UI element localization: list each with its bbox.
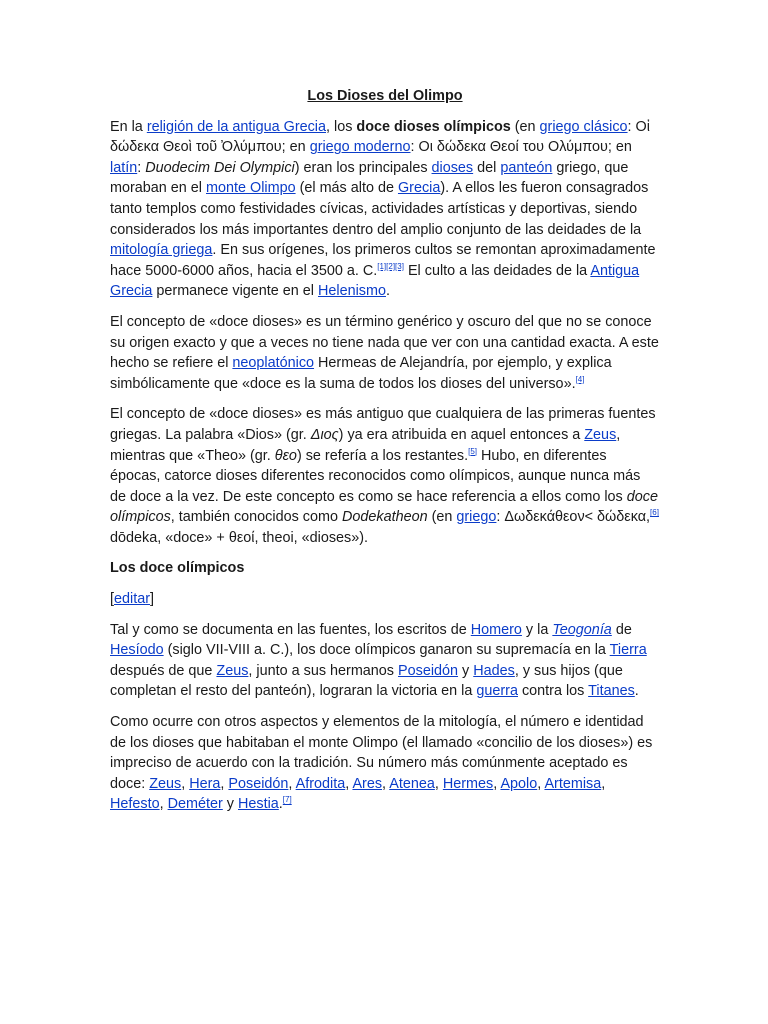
text: y: [458, 662, 474, 679]
text: ) ya era atribuida en aquel entonces a: [338, 426, 585, 443]
link-hades[interactable]: Hades: [473, 662, 515, 679]
link-god[interactable]: Hermes: [442, 775, 494, 792]
link-mitologia-griega[interactable]: mitología griega: [110, 242, 213, 259]
link-griego-clasico[interactable]: griego clásico: [539, 118, 628, 135]
separator: ,: [345, 775, 353, 792]
link-teogonia[interactable]: [552, 622, 612, 638]
text: . En sus orígenes, los primeros cultos se remontan aproximadamente hace 5000-6000 años, hacia el 3500 a. C.: [110, 242, 656, 279]
link-god[interactable]: Atenea: [389, 775, 435, 792]
link-god[interactable]: Afrodita: [295, 775, 346, 792]
text: , junto a sus hermanos: [248, 662, 399, 679]
separator: ,: [382, 775, 390, 792]
link-god[interactable]: Hefesto: [110, 796, 160, 813]
link-panteon[interactable]: panteón: [500, 159, 553, 176]
citation-2[interactable]: [2]: [386, 261, 396, 271]
italic-teogonia: Teogonía: [552, 621, 612, 638]
article: [110, 86, 660, 825]
text: (en: [510, 118, 540, 135]
link-griego[interactable]: griego: [456, 509, 497, 526]
paragraph-fuentes: [110, 620, 660, 702]
link-poseidon[interactable]: Poseidón: [398, 662, 459, 679]
link-tierra[interactable]: Tierra: [609, 642, 647, 659]
link-antigua-grecia[interactable]: Antigua Grecia: [110, 262, 640, 300]
text: .: [278, 796, 283, 813]
citation-7[interactable]: [7]: [282, 795, 292, 805]
separator: ,: [220, 775, 229, 792]
text: de: [611, 621, 632, 638]
text: El concepto de «doce dioses» es más antiguo que cualquiera de las primeras fuentes griegas. La palabra «Dios» (gr.: [110, 406, 656, 443]
separator: ,: [288, 775, 296, 792]
link-zeus[interactable]: Zeus: [584, 426, 617, 443]
link-monte-olimpo[interactable]: monte Olimpo: [206, 180, 296, 197]
link-god[interactable]: Artemisa: [544, 775, 602, 792]
link-hestia[interactable]: Hestia: [238, 796, 279, 813]
citation-6[interactable]: [6]: [650, 508, 659, 518]
link-god[interactable]: Apolo: [500, 775, 538, 792]
link-hesiodo[interactable]: Hesíodo: [110, 642, 164, 659]
text: El culto a las deidades de la: [403, 262, 591, 279]
text: (el más alto de: [295, 180, 398, 197]
italic-dios: Διος: [310, 426, 339, 443]
bracket: ]: [150, 591, 154, 608]
text: (en: [427, 509, 457, 526]
separator: ,: [181, 775, 190, 792]
text: : Δωδεκάθεον< δώδεκα,: [496, 509, 651, 526]
paragraph-concepto-antiguo: [110, 404, 660, 548]
paragraph-concepto: [110, 312, 660, 394]
paragraph-concilio: [110, 712, 660, 815]
link-god[interactable]: Deméter: [167, 796, 223, 813]
gods-list: [110, 776, 605, 813]
link-latin[interactable]: latín: [110, 159, 138, 176]
text: ). A ellos les fueron consagrados tanto templos como festividades cívicas, actividades artísticas y deportivas, siendo considerados los más importantes dentro del amplio conjunto de las deidades de la: [110, 180, 649, 238]
link-god[interactable]: Ares: [352, 775, 383, 792]
text: : Οι δώδεκα Θεοί του Ολύμπου; en: [410, 139, 632, 156]
text: del: [473, 159, 501, 176]
separator: ,: [493, 775, 501, 792]
text: Hubo, en diferentes épocas, catorce dioses diferentes reconocidos como olímpicos, aunque nunca más de doce a la vez. De este concepto es como se hace referencia a ellos como los: [110, 447, 641, 505]
text: contra los: [517, 683, 589, 700]
italic-duodecim: Duodecim Dei Olympici: [145, 159, 295, 176]
bold-doce-dioses: doce dioses olímpicos: [356, 118, 511, 135]
edit-link[interactable]: editar: [114, 591, 150, 608]
link-guerra[interactable]: guerra: [476, 683, 518, 700]
italic-doce-olimpicos: doce olímpicos: [110, 488, 658, 526]
text: (siglo VII-VIII a. C.), los doce olímpicos ganaron su supremacía en la: [163, 642, 610, 659]
text: Como ocurre con otros aspectos y elementos de la mitología, el número e identidad de los dioses que habitaban el monte Olimpo (el llamado «concilio de los dioses») es impreciso de acuerdo con la tradición. Su número más comúnmente aceptado es doce:: [110, 714, 653, 792]
citation-5[interactable]: [5]: [468, 446, 478, 456]
text: después de que: [110, 662, 217, 679]
separator: ,: [537, 775, 545, 792]
text: Tal y como se documenta en las fuentes, los escritos de: [110, 621, 471, 638]
link-homero[interactable]: Homero: [470, 621, 522, 638]
text: dōdeka, «doce» + θεοί, theoi, «dioses»).: [110, 529, 369, 546]
italic-theo: θεο: [274, 447, 297, 464]
link-griego-moderno[interactable]: griego moderno: [309, 139, 411, 156]
link-zeus[interactable]: Zeus: [216, 662, 249, 679]
text: , los: [326, 118, 357, 135]
link-helenismo[interactable]: Helenismo: [318, 283, 386, 300]
paragraph-intro: [110, 117, 660, 302]
text: Hermeas de Alejandría, por ejemplo, y explica simbólicamente que «doce es la suma de todos los dioses del universo».: [110, 355, 612, 392]
text: ) eran los principales: [294, 159, 432, 176]
text: , también conocidos como: [170, 509, 342, 526]
text: El concepto de «doce dioses» es un término genérico y oscuro del que no se conoce su origen exacto y que a veces no tiene nada que ver con una cantidad exacta. A este hecho se refiere el: [110, 313, 659, 372]
text: y la: [521, 621, 553, 638]
edit-section: [110, 589, 660, 610]
citation-4[interactable]: [4]: [575, 374, 585, 384]
link-god[interactable]: Poseidón: [228, 775, 289, 792]
separator: ,: [159, 796, 168, 813]
link-god[interactable]: Zeus: [149, 775, 182, 792]
link-neoplatonico[interactable]: neoplatónico: [232, 355, 315, 372]
link-religion-antigua-grecia[interactable]: religión de la antigua Grecia: [146, 118, 327, 135]
text: .: [385, 283, 390, 300]
text: .: [634, 683, 639, 700]
text: griego, que moraban en el: [110, 159, 629, 197]
link-titanes[interactable]: Titanes: [588, 683, 635, 700]
citation-1[interactable]: [1]: [377, 261, 387, 271]
link-god[interactable]: Hera: [189, 775, 221, 792]
bracket: [: [110, 591, 114, 608]
text: permanece vigente en el: [152, 283, 318, 300]
text: y: [222, 796, 238, 813]
section-heading: Los doce olímpicos: [110, 560, 245, 577]
text: : Οἱ δώδεκα Θεοὶ τοῦ Ὀλύμπου; en: [110, 118, 650, 156]
page-title: Los Dioses del Olimpo: [307, 88, 463, 104]
separator: ,: [434, 775, 443, 792]
text: :: [137, 159, 146, 176]
link-dioses[interactable]: dioses: [431, 159, 474, 176]
text: , y sus hijos (que completan el resto del panteón), lograran la victoria en la: [110, 662, 623, 700]
citation-3[interactable]: [3]: [395, 261, 404, 271]
text: , mientras que «Theo» (gr.: [110, 426, 621, 464]
separator: ,: [601, 775, 606, 792]
text: ) se refería a los restantes.: [296, 447, 469, 464]
link-grecia[interactable]: Grecia: [397, 180, 441, 197]
italic-dodekatheon: Dodekatheon: [341, 509, 428, 526]
text: En la: [110, 118, 147, 135]
